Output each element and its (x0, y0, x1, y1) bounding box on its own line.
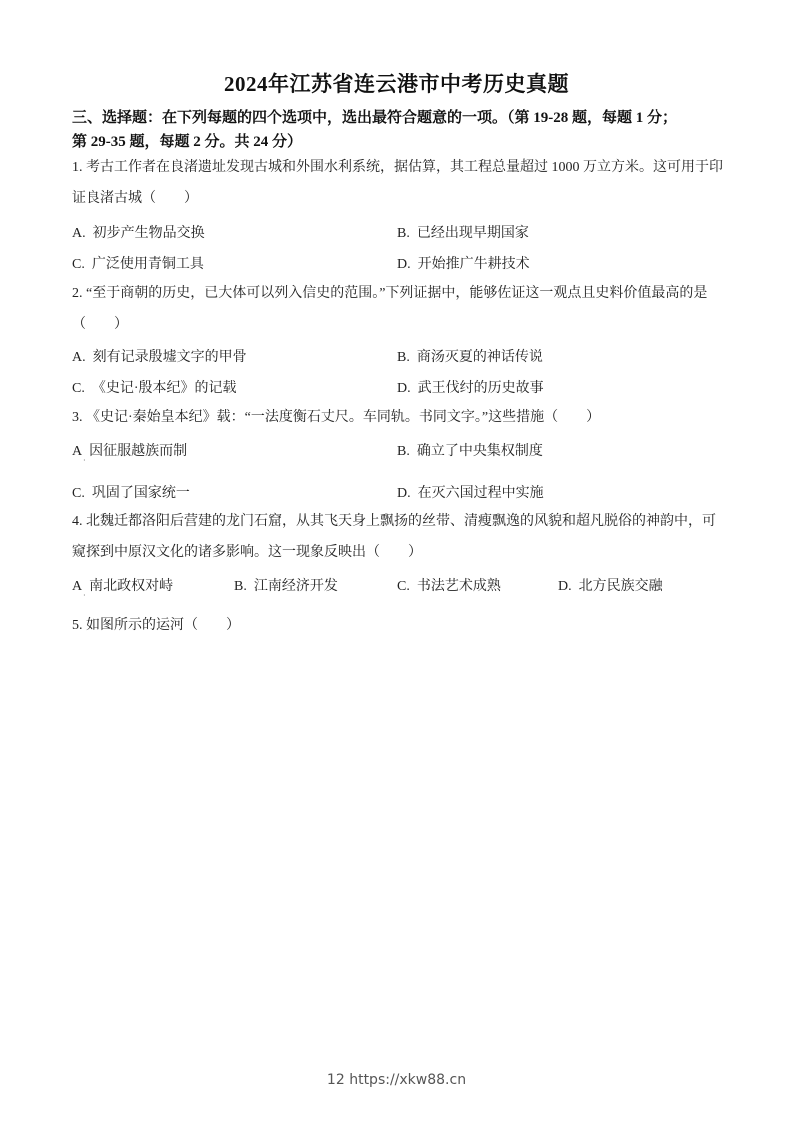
question-3-line1: 3. 《史记·秦始皇本纪》载：“一法度衡石丈尺。车同轨。书同文字。”这些措施（ ） (72, 410, 601, 425)
question-3-option-d (397, 482, 544, 502)
option-label: D. (558, 579, 572, 594)
stray-dot: · (83, 591, 86, 600)
question-2-line1: 2. “至于商朝的历史，已大体可以列入信史的范围。”下列证据中，能够佐证这一观点且史料价值最高的是 (72, 286, 708, 301)
page-footer (0, 1072, 793, 1088)
option-label: D. (397, 257, 411, 272)
question-1-option-b (397, 222, 529, 242)
option-text: 南北政权对峙 (89, 579, 174, 594)
page-number: 12 (326, 1072, 345, 1088)
question-2-line2: （ ） (72, 317, 128, 332)
question-1-option-d (397, 253, 530, 273)
question-2-option-a (72, 346, 247, 366)
option-label: A (72, 444, 83, 459)
option-label: C. (72, 486, 85, 501)
stray-dot: · (83, 456, 86, 465)
section-header-line1: 三、选择题：在下列每题的四个选项中，选出最符合题意的一项。（第 19-28 题，每题 1 分； (72, 110, 677, 126)
section-header-line2: 第 29-35 题，每题 2 分。共 24 分） (72, 134, 302, 150)
option-label: B. (397, 226, 410, 241)
option-label: A. (72, 350, 86, 365)
question-3-option-a (72, 440, 187, 460)
option-text: 北方民族交融 (578, 579, 663, 594)
question-3-option-c (72, 482, 190, 502)
question-1-option-a (72, 222, 205, 242)
question-4-line2: 窥探到中原汉文化的诸多影响。这一现象反映出（ ） (72, 545, 422, 560)
question-2 (72, 278, 732, 340)
page-title: 2024年江苏省连云港市中考历史真题 (224, 72, 569, 96)
question-2-option-b (397, 346, 543, 366)
question-5 (72, 610, 732, 641)
option-text: 已经出现早期国家 (416, 226, 529, 241)
option-label: C. (72, 257, 85, 272)
option-label: D. (397, 381, 411, 396)
option-label: B. (397, 444, 410, 459)
option-label: C. (397, 579, 410, 594)
option-label: A. (72, 226, 86, 241)
option-text: 巩固了国家统一 (91, 486, 190, 501)
question-1-line1: 1. 考古工作者在良渚遗址发现古城和外围水利系统，据估算，其工程总量超过 1000 万立方米。这可用于印 (72, 160, 723, 175)
question-5-line1: 5. 如图所示的运河（ ） (72, 618, 240, 633)
option-text: 江南经济开发 (253, 579, 338, 594)
option-label: B. (397, 350, 410, 365)
question-1-option-c (72, 253, 204, 273)
option-text: 初步产生物品交换 (92, 226, 205, 241)
question-1 (72, 152, 732, 214)
question-2-option-c (72, 377, 237, 397)
option-label: D. (397, 486, 411, 501)
question-4-option-c (397, 575, 501, 595)
question-2-option-d (397, 377, 544, 397)
option-text: 《史记·殷本纪》的记载 (91, 381, 237, 396)
option-text: 确立了中央集权制度 (416, 444, 543, 459)
question-3-option-b (397, 440, 543, 460)
option-text: 广泛使用青铜工具 (91, 257, 204, 272)
section-header (72, 106, 732, 154)
option-text: 书法艺术成熟 (416, 579, 501, 594)
option-text: 在灭六国过程中实施 (417, 486, 544, 501)
question-4 (72, 506, 732, 568)
question-1-line2: 证良渚古城（ ） (72, 191, 198, 206)
question-3 (72, 402, 732, 433)
option-label: A (72, 579, 83, 594)
option-text: 刻有记录殷墟文字的甲骨 (92, 350, 247, 365)
option-text: 商汤灭夏的神话传说 (416, 350, 543, 365)
question-4-option-d (558, 575, 663, 595)
option-text: 武王伐纣的历史故事 (417, 381, 544, 396)
question-4-line1: 4. 北魏迁都洛阳后营建的龙门石窟，从其飞天身上飘扬的丝带、清瘦飘逸的风貌和超凡脱俗的神韵中，可 (72, 514, 716, 529)
option-label: C. (72, 381, 85, 396)
option-label: B. (234, 579, 247, 594)
option-text: 开始推广牛耕技术 (417, 257, 530, 272)
question-4-option-b (234, 575, 338, 595)
question-4-option-a (72, 575, 173, 595)
footer-url[interactable]: https://xkw88.cn (349, 1072, 467, 1088)
option-text: 因征服越族而制 (89, 444, 188, 459)
